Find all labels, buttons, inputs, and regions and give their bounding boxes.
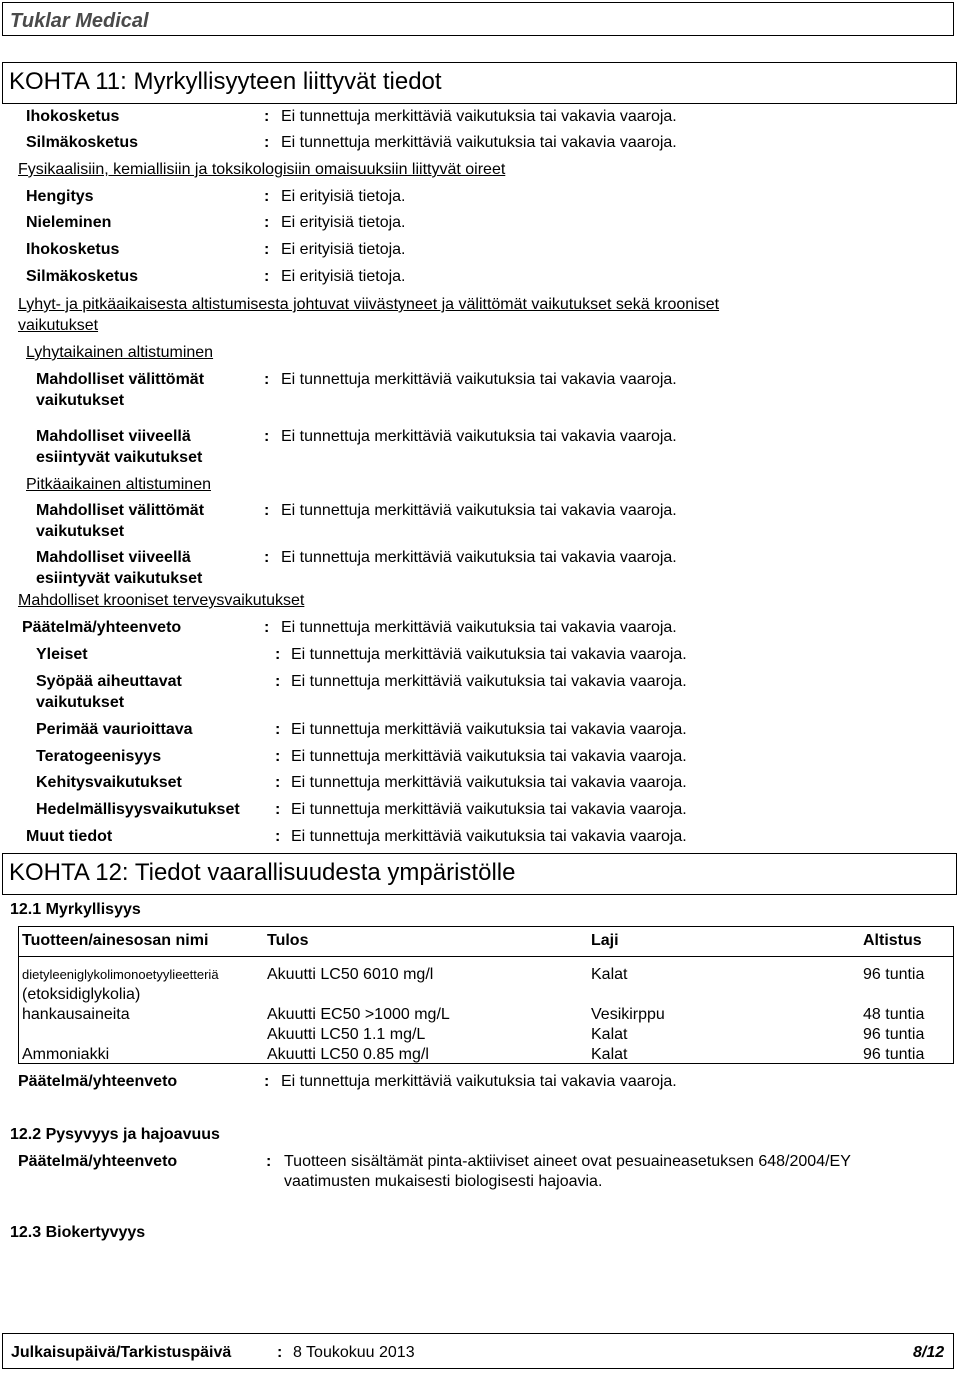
short-delayed-label-1: Mahdolliset viiveellä	[36, 428, 191, 445]
table-row	[18, 1025, 954, 1045]
table-row	[18, 957, 954, 1006]
developmental-label: Kehitysvaikutukset	[36, 774, 182, 791]
bioaccumulation-heading: 12.3 Biokertyvyys	[10, 1224, 146, 1241]
persistence-heading: 12.2 Pysyvyys ja hajoavuus	[10, 1126, 220, 1143]
inhalation-label: Hengitys	[26, 188, 94, 205]
long-immediate-label-2: vaikutukset	[36, 523, 125, 540]
col-header-result: Tulos	[263, 926, 587, 957]
chronic-conclusion-label: Päätelmä/yhteenveto	[22, 619, 182, 636]
skin-contact-label: Ihokosketus	[26, 108, 120, 125]
exposure-heading-line2: vaikutukset	[18, 317, 99, 334]
exposure-heading-line1: Lyhyt- ja pitkäaikaisesta altistumisesta johtuvat viivästyneet ja välittömät vaikutukset sekä krooniset	[18, 296, 720, 313]
section-12-title: KOHTA 12: Tiedot vaarallisuudesta ympäristölle	[9, 859, 516, 886]
result-cell: Akuutti LC50 6010 mg/l	[267, 966, 434, 983]
carcinogenic-label-1: Syöpää aiheuttavat	[36, 673, 182, 690]
result-cell: Akuutti EC50 >1000 mg/L	[267, 1006, 450, 1023]
chronic-heading: Mahdolliset krooniset terveysvaikutukset	[18, 592, 305, 609]
eye-contact-label: Silmäkosketus	[26, 134, 139, 151]
species-cell: Kalat	[591, 966, 628, 983]
result-cell: Akuutti LC50 0.85 mg/l	[267, 1046, 429, 1063]
long-term-heading: Pitkäaikainen altistuminen	[26, 476, 211, 493]
long-delayed-label-2: esiintyvät vaikutukset	[36, 570, 203, 587]
symptom-eye-label: Silmäkosketus	[26, 268, 139, 285]
short-immediate-label-2: vaikutukset	[36, 392, 125, 409]
other-info-label: Muut tiedot	[26, 828, 113, 845]
col-header-name: Tuotteen/ainesosan nimi	[18, 926, 263, 957]
exposure-cell: 96 tuntia	[863, 1046, 925, 1063]
col-header-exposure: Altistus	[859, 926, 954, 957]
col-header-species: Laji	[587, 926, 859, 957]
skin-contact-value: Ei tunnettuja merkittäviä vaikutuksia tai vakavia vaaroja.	[281, 108, 677, 125]
exposure-cell: 48 tuntia	[863, 1006, 925, 1023]
long-immediate-label-1: Mahdolliset välittömät	[36, 502, 205, 519]
table-row	[18, 1045, 954, 1065]
species-cell: Kalat	[591, 1046, 628, 1063]
result-cell: Akuutti LC50 1.1 mg/L	[267, 1026, 426, 1043]
section-12-title-box	[2, 853, 957, 895]
symptom-skin-label: Ihokosketus	[26, 241, 120, 258]
document-footer: Julkaisupäivä/Tarkistuspäivä : 8 Toukokuu 2013 8/12	[2, 1333, 954, 1369]
ingestion-label: Nieleminen	[26, 214, 112, 231]
substance-name: hankausaineita	[22, 1006, 130, 1023]
symptoms-heading: Fysikaalisiin, kemiallisiin ja toksikologisiin omaisuuksiin liittyvät oireet	[18, 161, 506, 178]
toxicity-table	[18, 926, 954, 1065]
document-header	[2, 2, 954, 36]
species-cell: Vesikirppu	[591, 1006, 665, 1023]
toxicity-heading: 12.1 Myrkyllisyys	[10, 901, 141, 918]
persistence-conclusion-label: Päätelmä/yhteenveto	[18, 1153, 178, 1170]
exposure-cell: 96 tuntia	[863, 966, 925, 983]
substance-name: Ammoniakki	[22, 1046, 110, 1063]
persistence-conclusion-value-1: Tuotteen sisältämät pinta-aktiiviset aineet ovat pesuaineasetuksen 648/2004/EY	[284, 1153, 851, 1170]
eye-contact-value: Ei tunnettuja merkittäviä vaikutuksia tai vakavia vaaroja.	[281, 134, 677, 151]
section-11-title-box	[2, 62, 957, 104]
fertility-label: Hedelmällisyysvaikutukset	[36, 801, 240, 818]
short-term-heading: Lyhytaikainen altistuminen	[26, 344, 214, 361]
persistence-conclusion-value-2: vaatimusten mukaisesti biologisesti hajoavia.	[284, 1173, 603, 1190]
table-header-row	[18, 926, 954, 957]
short-immediate-label-1: Mahdolliset välittömät	[36, 371, 205, 388]
footer-date-label: Julkaisupäivä/Tarkistuspäivä	[11, 1344, 232, 1361]
short-delayed-label-2: esiintyvät vaikutukset	[36, 449, 203, 466]
section-11-title: KOHTA 11: Myrkyllisyyteen liittyvät tiedot	[9, 68, 442, 95]
substance-name-alt: (etoksidiglykolia)	[22, 986, 141, 1003]
company-name: Tuklar Medical	[10, 10, 149, 32]
general-label: Yleiset	[36, 646, 88, 663]
mutagenic-label: Perimää vaurioittava	[36, 721, 193, 738]
substance-name	[18, 1025, 263, 1045]
exposure-cell: 96 tuntia	[863, 1026, 925, 1043]
substance-name: dietyleeniglykolimonoetyylieetteriä	[22, 967, 219, 982]
table-row	[18, 1005, 954, 1025]
carcinogenic-label-2: vaikutukset	[36, 694, 125, 711]
footer-date: 8 Toukokuu 2013	[293, 1344, 415, 1361]
toxicity-conclusion-label: Päätelmä/yhteenveto	[18, 1073, 178, 1090]
page-number: 8/12	[913, 1344, 945, 1361]
teratogenic-label: Teratogeenisyys	[36, 748, 162, 765]
species-cell: Kalat	[591, 1026, 628, 1043]
long-delayed-label-1: Mahdolliset viiveellä	[36, 549, 191, 566]
